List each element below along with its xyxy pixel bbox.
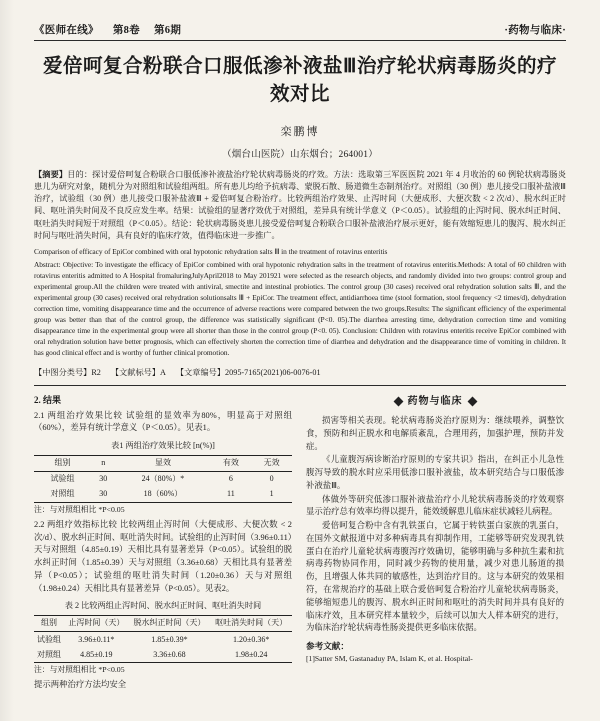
affiliation: （烟台山医院）山东烟台；264001） xyxy=(222,149,378,160)
table2-th-3: 呕吐消失时间（天） xyxy=(210,615,292,631)
issue-label: 第6期 xyxy=(153,25,182,36)
right-column xyxy=(306,394,564,714)
table1-r1c1: 30 xyxy=(91,487,115,503)
table2-r0c1: 3.96±0.11* xyxy=(78,634,115,644)
table1-r0c2: 24（80%）* xyxy=(141,474,185,484)
table1-th-1: n xyxy=(91,455,115,471)
discussion-paragraph-3: 体做外等研究低渗口服补液盐治疗小儿轮状病毒肠炎的疗效观察显示治疗总有效率均得以提升，能效缓解患儿临床症状减轻儿病程。 xyxy=(306,494,564,517)
table2-th-1: 止泻时间（天） xyxy=(64,615,129,631)
table-row xyxy=(34,471,292,487)
table-2 xyxy=(34,615,292,663)
column-section-banner xyxy=(306,394,564,409)
results-heading: 2. 结果 xyxy=(34,394,62,405)
running-head-left xyxy=(34,22,181,37)
discussion-paragraph-4: 爱倍呵复合粉中含有乳铁蛋白，它属于转铁蛋白家族的乳蛋白，在国外文献报道中对多种病毒具有抑制作用，工能够等研究发现乳铁蛋白在治疗儿童轮状病毒腹泻疗效确切，能够明确与多种抗生素和抗病毒药物协同作用，同时减少药物的使用量，减少对患儿肠道的损伤，且增强人体共同的敏感性，达到治疗目的。这与本研究的效果相符，在常规治疗的基础上联合爱倍呵复合粉治疗儿童轮状病毒肠炎，能够缩短患儿的腹泻、脱水纠正时间和呕吐的消失时间并具有良好的临床疗效，且本研究样本量较少，后续可以加大人样本研究的进行，为临床治疗轮状病毒性肠炎提供更多临床依据。 xyxy=(306,521,564,633)
discussion-paragraph-1: 损害等相关表现。轮状病毒肠炎治疗原则为：继续喂养，调整饮食，预防和纠正脱水和电解质紊乱，合理用药，加强护理，预防并发症。 xyxy=(306,416,564,451)
abstract-english-text: Abstract: Objective: To investigate the efficacy of EpiCor combined with oral hypotonic rehydration salts in the treatment of rotavirus enteritis.Methods: A total of 60 children with rotavirus enteritis admitted to A Hospital fromaluringJulyApril2018 to May 201921 were selected as the research objects, and randomly divided into two groups: control group and experimental group.All the children were treated with antiviral, smectite and intestinal probiotics. The control group (30 cases) received oral rehydration solution salts Ⅲ, and the experimental group (30 cases) received oral rehydration solutionsalts Ⅲ + EpiCor. The treatment effect, antidiarrhoea time (stool formation, stool frequency <2 times/d), dehydration correction time, vomiting disappearance time and the occurrence of adverse reactions were compared between the two groups.Results: The significant efficiency of the experimental group was better than that of the control group, the difference was statistically significant (P<0. 05).The diarrhea arresting time, dehydration correction time and vomiting disappearance time in the experimental group were all shorter than those in the control group (P<0. 05). Conclusion: Children with rotavirus enteritis receive EpiCor combined with oral rehydration solution have better prognosis, which can effectively shorten the correction time of diarrhea and dehydration and the disappearance time of vomiting in children. It has good clinical effect and is worthy of further clinical promotion. xyxy=(34,260,566,357)
table-row xyxy=(34,487,292,503)
table2-r0c3: 1.20±0.36* xyxy=(232,634,270,644)
article-id: 【文章编号】2095-7165(2021)06-0076-01 xyxy=(175,367,321,377)
table1-caption: 表1 两组治疗效果比较 [n(%)] xyxy=(111,441,215,451)
left-column xyxy=(34,394,292,714)
table-row xyxy=(34,647,292,663)
page-title: 爱倍呵复合粉联合口服低渗补液盐Ⅲ治疗轮状病毒肠炎的疗效对比 xyxy=(43,56,557,106)
table1-r0c4: 0 xyxy=(269,474,274,484)
table2-r1c2: 3.36±0.68 xyxy=(129,647,211,663)
english-title: Comparison of efficacy of EpiCor combined with oral hypotonic rehydration salts Ⅲ in the treatment of rotavirus enteritis xyxy=(34,247,388,257)
table1-th-2: 显效 xyxy=(115,455,210,471)
table2-r1c3: 1.98±0.24 xyxy=(210,647,292,663)
references-heading: 参考文献： xyxy=(306,641,349,652)
table2-r0c0: 试验组 xyxy=(37,634,62,644)
reference-item: [1]Satter SM, Gastanaduy PA, Islam K, et al. Hospital- xyxy=(306,654,473,664)
discussion-paragraph-2: 《儿童腹泻病诊断治疗原则的专家共识》指出，在纠正小儿急性腹泻导致的脱水时应采用低渗口服补液盐，故本研究结合与口服低渗补液盐Ⅲ。 xyxy=(306,455,564,490)
abstract-tag: 【摘要】 xyxy=(34,169,68,179)
volume-label: 第8卷 xyxy=(112,25,140,36)
abstract-chinese-text: 目的：探讨爱倍呵复合粉联合口服低渗补液盐治疗轮状病毒肠炎的疗效。方法：选取第三军医医院 2021 年 4 月收治的 60 例轮状病毒肠炎患儿为研究对象，随机分为对照组和试验组两组。所有患儿均给予抗病毒、蒙脱石散、肠道微生态制剂治疗。对照组（30 例）患儿接受口服补盐液Ⅲ治疗，试验组（30 例）患儿接受口服补盐液Ⅲ + 爱倍呵复合粉治疗。比较两组治疗效果、止泻时间（大便成形、大便次数 < 2 次/d）、脱水纠正时间、呕吐消失时间及不良反应发生率。结果：试验组的显著疗效优于对照组，差异具有统计学意义（P＜0.05）。试验组的止泻时间、脱水纠正时间、呕吐消失时间短于对照组（P＜0.05）。结论：轮状病毒肠炎患儿接受爱倍呵复合粉联合口服补盐液治疗展示更好，能有效缩短患儿的腹泻、脱水纠正时间与呕吐消失时间，具有良好的临床疗效，值得临床进一步推广。 xyxy=(34,169,566,241)
table1-r0c3: 6 xyxy=(228,474,233,484)
table2-caption: 表 2 比较两组止泻时间、脱水纠正时间、呕吐消失时间 xyxy=(64,601,262,611)
abstract-english xyxy=(34,247,566,359)
section-label: ·药物与临床· xyxy=(504,25,566,36)
clc-number: 【中图分类号】R2 xyxy=(34,367,101,377)
table1-th-0: 组别 xyxy=(34,455,91,471)
body-columns xyxy=(34,394,566,714)
classification-row xyxy=(34,367,566,378)
abstract-divider xyxy=(34,385,566,386)
table1-note: 注：与对照组相比 *P<0.05 xyxy=(34,504,125,514)
document-code: 【文献标号】A xyxy=(110,367,166,377)
table-header-row xyxy=(34,615,292,631)
table-header-row xyxy=(34,455,292,471)
table1-th-4: 无效 xyxy=(251,455,292,471)
table1-r1c4: 1 xyxy=(251,487,292,503)
table2-r1c1: 4.85±0.19 xyxy=(64,647,129,663)
diamond-icon xyxy=(393,396,403,406)
table2-r1c0: 对照组 xyxy=(34,647,64,663)
table-1 xyxy=(34,455,292,503)
table2-note: 注：与对照组相比 *P<0.05 xyxy=(34,665,125,675)
table2-th-0: 组别 xyxy=(34,615,64,631)
table2-th-2: 脱水纠正时间（天） xyxy=(129,615,211,631)
running-head xyxy=(34,22,566,40)
journal-name: 《医师在线》 xyxy=(34,25,99,36)
results-paragraph-2: 2.2 两组疗效指标比较 比较两组止泻时间（大便成形、大便次数 < 2次/d）、脱水纠正时间、呕吐消失时间。试验组的止泻时间（3.96±0.11）天与对照组（4.85±0.19）天相比具有显著差异（P<0.05）。试验组的脱水纠正时间（1.85±0.39）天与对照组（3.36±0.68）天相比具有显著差异（P<0.05）；试验组的呕吐消失时间（1.20±0.36）天与对照组（1.98±0.24）天相比具有显著差异（P<0.05）。见表2。 xyxy=(34,519,292,593)
author-list: 栾鹏博 xyxy=(280,125,320,138)
diamond-icon xyxy=(467,396,477,406)
table1-r1c0: 对照组 xyxy=(34,487,91,503)
table2-r0c2: 1.85±0.39* xyxy=(151,634,188,644)
table1-th-3: 有效 xyxy=(211,455,252,471)
table1-r1c3: 11 xyxy=(211,487,252,503)
table1-r0c1: 30 xyxy=(99,474,108,484)
table1-r0c0: 试验组 xyxy=(50,474,75,484)
table-row xyxy=(34,632,292,648)
column-section-label: 药物与临床 xyxy=(407,395,463,407)
header-divider xyxy=(34,40,566,41)
abstract-chinese xyxy=(34,169,566,243)
table1-r1c2: 18（60%） xyxy=(115,487,210,503)
results-paragraph-1: 2.1 两组治疗效果比较 试验组的显效率为80%，明显高于对照组（60%），差异有统计学意义（P＜0.05）。见表1。 xyxy=(34,410,292,433)
results-paragraph-3: 提示两种治疗方法均安全 xyxy=(34,680,127,690)
